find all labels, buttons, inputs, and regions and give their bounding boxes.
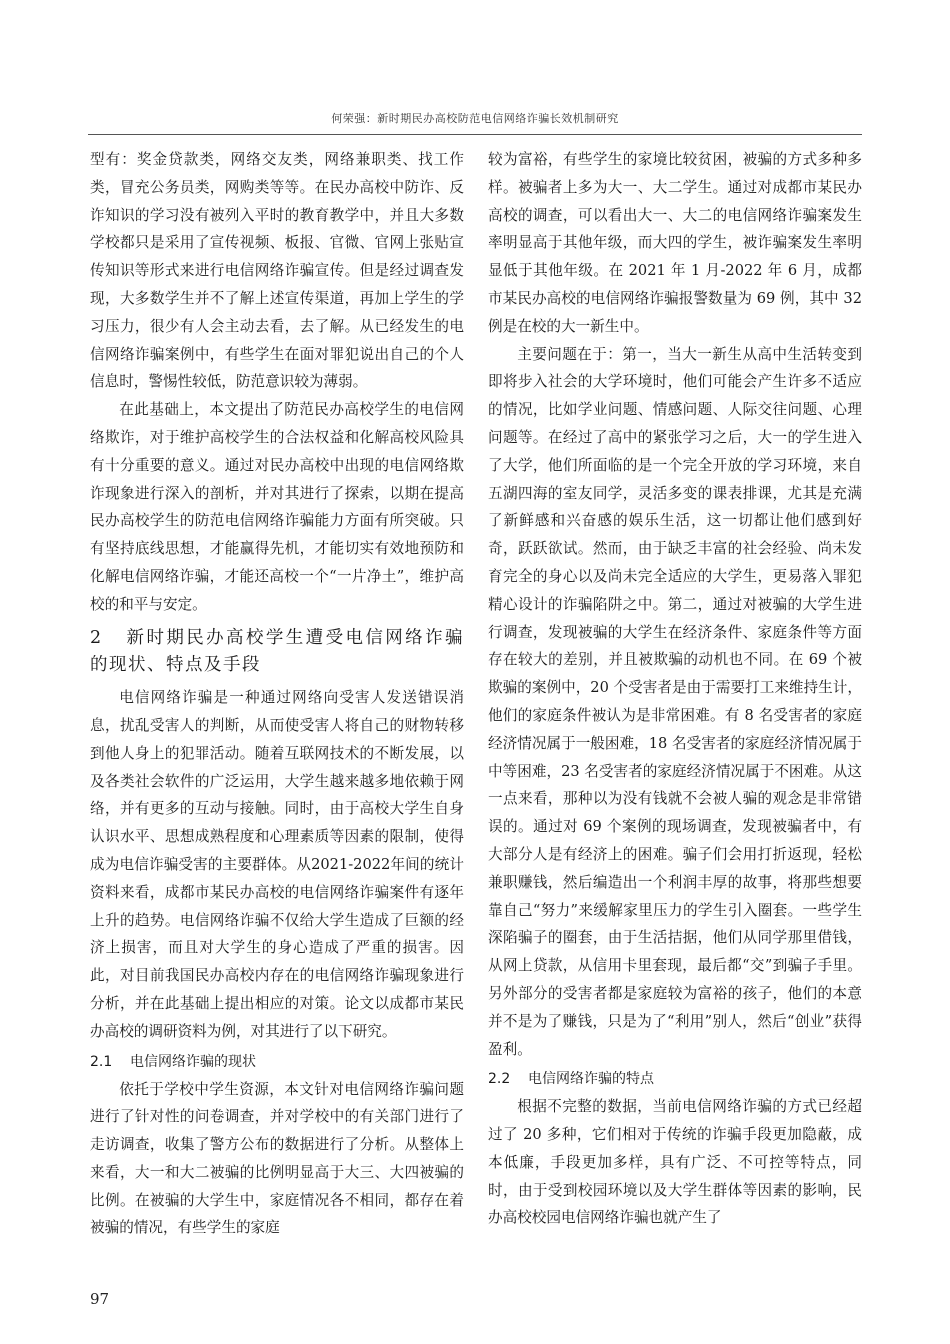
subsection-2-2-title: 电信网络诈骗的特点 bbox=[528, 1071, 654, 1088]
right-paragraph-1: 较为富裕，有些学生的家境比较贫困，被骗的方式多种多样。被骗者上多为大一、大二学生。通过对成都市某民办高校的调查，可以看出大一、大二的电信网络诈骗案发生率明显高于其他年级，而大四的学生，被诈骗案发生率明显低于其他年级。在 2021 年 1 月-2022 年 6 月，成都市某民办高校的电信网络诈骗报警数量为 69 例，其中 32 例是在校的大一新生中。 bbox=[488, 151, 862, 335]
left-paragraph-4: 依托于学校中学生资源，本文针对电信网络诈骗问题进行了针对性的问卷调查，并对学校中的有关部门进行了走访调查，收集了警方公布的数据进行了分析。从整体上来看，大一和大二被骗的比例明显高于大三、大四被骗的比例。在被骗的大学生中，家庭情况各不相同，都存在着被骗的情况，有些学生的家庭 bbox=[90, 1080, 464, 1237]
subsection-2-1-number: 2.1 bbox=[90, 1053, 113, 1070]
left-column bbox=[90, 146, 464, 1242]
page-number: 97 bbox=[90, 1290, 110, 1308]
section-2-title: 新时期民办高校学生遭受电信网络诈骗的现状、特点及手段 bbox=[90, 627, 464, 676]
subsection-2-2-number: 2.2 bbox=[488, 1071, 511, 1088]
left-paragraph-1: 型有：奖金贷款类，网络交友类，网络兼职类、找工作类，冒充公务员类，网购类等等。在民办高校中防诈、反诈知识的学习没有被列入平时的教育教学中，并且大多数学校都只是采用了宣传视频、板报、官微、官网上张贴宣传知识等形式来进行电信网络诈骗宣传。但是经过调查发现，大多数学生并不了解上述宣传渠道，再加上学生的学习压力，很少有人会主动去看，去了解。从已经发生的电信网络诈骗案例中，有些学生在面对罪犯说出自己的个人信息时，警惕性较低，防范意识较为薄弱。 bbox=[90, 151, 464, 391]
subsection-2-2-heading bbox=[488, 1065, 862, 1093]
right-column bbox=[488, 146, 862, 1232]
subsection-2-1-title: 电信网络诈骗的现状 bbox=[130, 1053, 256, 1070]
right-paragraph-2: 主要问题在于：第一，当大一新生从高中生活转变到即将步入社会的大学环境时，他们可能会产生许多不适应的情况，比如学业问题、情感问题、人际交往问题、心理问题等。在经过了高中的紧张学习之后，大一的学生进入了大学，他们所面临的是一个完全开放的学习环境，来自五湖四海的室友同学，灵活多变的课表排课，尤其是充满了新鲜感和兴奋感的娱乐生活，这一切都让他们感到好奇，跃跃欲试。然而，由于缺乏丰富的社会经验、尚未发育完全的身心以及尚未完全适应的大学生，更易落入罪犯精心设计的诈骗陷阱之中。第二，通过对被骗的大学生进行调查，发现被骗的大学生在经济条件、家庭条件等方面存在较大的差别，并且被欺骗的动机也不同。在 69 个被欺骗的案例中，20 个受害者是由于需要打工来维持生计，他们的家庭条件被认为是非常困难。有 8 名受害者的家庭经济情况属于一般困难，18 名受害者的家庭经济情况属于中等困难，23 名受害者的家庭经济情况属于不困难。从这一点来看，那种以为没有钱就不会被人骗的观念是非常错误的。通过对 69 个案例的现场调查，发现被骗者中，有大部分人是有经济上的困难。骗子们会用打折返现，轻松兼职赚钱，然后编造出一个利润丰厚的故事，将那些想要靠自己“努力”来缓解家里压力的学生引入圈套。一些学生深陷骗子的圈套，由于生活拮据，他们从同学那里借钱，从网上贷款，从信用卡里套现，最后都“交”到骗子手里。另外部分的受害者都是家庭较为富裕的孩子，他们的本意并不是为了赚钱，只是为了“利用”别人，然后“创业”获得盈利。 bbox=[488, 345, 862, 1058]
section-2-heading bbox=[90, 625, 464, 681]
left-paragraph-3: 电信网络诈骗是一种通过网络向受害人发送错误消息，扰乱受害人的判断，从而使受害人将自己的财物转移到他人身上的犯罪活动。随着互联网技术的不断发展，以及各类社会软件的广泛运用，大学生越来越多地依赖于网络，并有更多的互动与接触。同时，由于高校大学生自身认识水平、思想成熟程度和心理素质等因素的限制，使得成为电信诈骗受害的主要群体。从2021-2022年间的统计资料来看，成都市某民办高校的电信网络诈骗案件有逐年上升的趋势。电信网络诈骗不仅给大学生造成了巨额的经济上损害，而且对大学生的身心造成了严重的损害。因此，对目前我国民办高校内存在的电信网络诈骗现象进行分析，并在此基础上提出相应的对策。论文以成都市某民办高校的调研资料为例，对其进行了以下研究。 bbox=[90, 689, 464, 1040]
section-2-number: 2 bbox=[90, 627, 103, 648]
header-rule bbox=[88, 134, 862, 135]
left-paragraph-2: 在此基础上，本文提出了防范民办高校学生的电信网络欺诈，对于维护高校学生的合法权益和化解高校风险具有十分重要的意义。通过对民办高校中出现的电信网络欺诈现象进行深入的剖析，并对其进行了探索，以期在提高民办高校学生的防范电信网络诈骗能力方面有所突破。只有坚持底线思想，才能赢得先机，才能切实有效地预防和化解电信网络诈骗，才能还高校一个“一片净土”，维护高校的和平与安定。 bbox=[90, 401, 464, 613]
running-head: 何荣强：新时期民办高校防范电信网络诈骗长效机制研究 bbox=[331, 112, 619, 125]
subsection-2-1-heading bbox=[90, 1048, 464, 1076]
right-paragraph-3: 根据不完整的数据，当前电信网络诈骗的方式已经超过了 20 多种，它们相对于传统的诈骗手段更加隐蔽，成本低廉，手段更加多样，具有广泛、不可控等特点，同时，由于受到校园环境以及大学生群体等因素的影响，民办高校校园电信网络诈骗也就产生了 bbox=[488, 1098, 862, 1227]
